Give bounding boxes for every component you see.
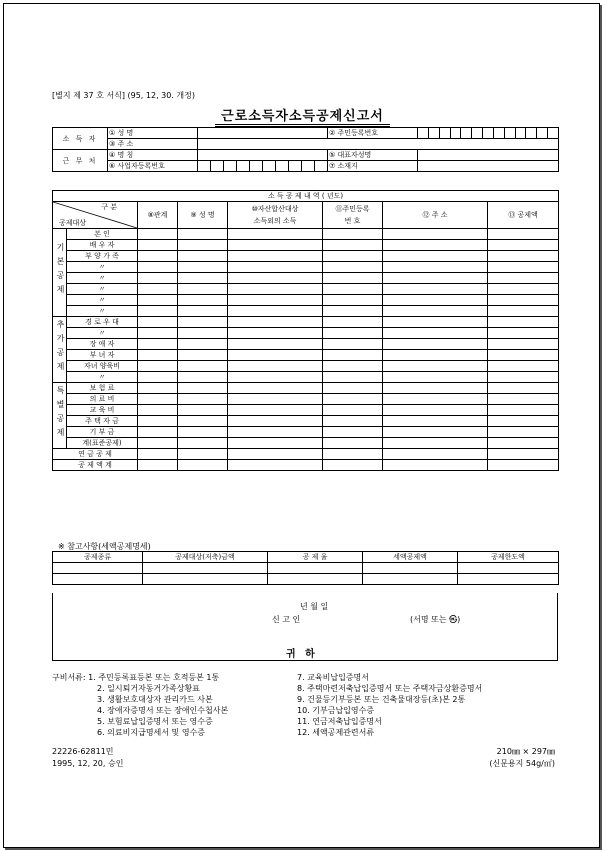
cell[interactable] <box>178 427 228 438</box>
deduction-caption: 소 득 공 제 내 역 ( 년도) <box>53 191 559 202</box>
cell[interactable] <box>488 317 559 328</box>
cell[interactable] <box>228 449 323 460</box>
cell[interactable] <box>138 262 178 273</box>
group-basic-label: 기본공제 <box>53 229 67 317</box>
document-item: 7. 교육비납입증명서 <box>297 673 369 682</box>
credit-col-header: 공제종류 <box>53 552 143 563</box>
header-corner-cell <box>53 202 138 229</box>
workplace-name-label: ④ 명 칭 <box>108 150 198 161</box>
required-documents-left <box>52 672 228 738</box>
cell[interactable] <box>383 405 488 416</box>
cell[interactable] <box>143 574 268 585</box>
workplace-location-field[interactable] <box>418 161 559 172</box>
cell[interactable] <box>178 438 228 449</box>
cell[interactable] <box>138 383 178 394</box>
documents-label: 구비서류: <box>52 673 86 682</box>
cell[interactable] <box>228 350 323 361</box>
cell[interactable] <box>323 394 383 405</box>
cell[interactable] <box>138 361 178 372</box>
cell[interactable] <box>178 405 228 416</box>
cell[interactable] <box>383 438 488 449</box>
cell[interactable] <box>138 416 178 427</box>
cell[interactable] <box>383 240 488 251</box>
cell[interactable] <box>228 306 323 317</box>
cell[interactable] <box>488 229 559 240</box>
cell[interactable] <box>488 405 559 416</box>
row-label: 교 육 비 <box>67 405 138 416</box>
workplace-bizno-field[interactable] <box>198 161 328 172</box>
cell[interactable] <box>488 328 559 339</box>
cell[interactable] <box>178 339 228 350</box>
cell[interactable] <box>178 273 228 284</box>
cell[interactable] <box>323 416 383 427</box>
cell[interactable] <box>383 361 488 372</box>
row-label: 〃 <box>67 273 138 284</box>
cell[interactable] <box>323 306 383 317</box>
row-label: 자녀 양육비 <box>67 361 138 372</box>
cell[interactable] <box>458 574 559 585</box>
cell[interactable] <box>138 449 178 460</box>
cell[interactable] <box>178 350 228 361</box>
cell[interactable] <box>228 394 323 405</box>
earner-workplace-table <box>52 127 559 172</box>
cell[interactable] <box>488 460 559 471</box>
row-label: 경 로 우 대 <box>67 317 138 328</box>
cell[interactable] <box>228 262 323 273</box>
earner-address-field[interactable] <box>198 139 559 150</box>
cell[interactable] <box>323 361 383 372</box>
credit-col-header: 공 제 율 <box>268 552 363 563</box>
row-label: 본 인 <box>67 229 138 240</box>
row-label: 계(표준공제) <box>67 438 138 449</box>
row-label: 〃 <box>67 262 138 273</box>
cell[interactable] <box>488 372 559 383</box>
row-label: 의 료 비 <box>67 394 138 405</box>
cell[interactable] <box>178 306 228 317</box>
cell[interactable] <box>323 328 383 339</box>
row-label: 주 택 자 금 <box>67 416 138 427</box>
cell[interactable] <box>323 350 383 361</box>
cell[interactable] <box>383 339 488 350</box>
paper-type: (신문용지 54g/㎡) <box>489 759 555 768</box>
cell[interactable] <box>138 339 178 350</box>
cell[interactable] <box>53 563 143 574</box>
cell[interactable] <box>138 284 178 295</box>
col-address-header: ⑫ 주 소 <box>383 202 488 229</box>
workplace-bizno-label: ⑥ 사업자등록번호 <box>108 161 198 172</box>
form-code: 22226-62811민 <box>52 747 114 756</box>
row-label: 〃 <box>67 284 138 295</box>
cell[interactable] <box>323 284 383 295</box>
col-name-header: ⑨ 성 명 <box>178 202 228 229</box>
cell[interactable] <box>138 229 178 240</box>
earner-address-label: ③ 주 소 <box>108 139 198 150</box>
cell[interactable] <box>178 449 228 460</box>
group-additional-label: 추가공제 <box>53 317 67 383</box>
cell[interactable] <box>138 306 178 317</box>
earner-name-field[interactable] <box>198 128 328 139</box>
document-item: 1. 주민등록표등본 또는 호적등본 1통 <box>88 673 220 682</box>
cell[interactable] <box>488 339 559 350</box>
cell[interactable] <box>383 460 488 471</box>
sign-or-seal: (서명 또는 ㉿) <box>410 615 461 624</box>
cell[interactable] <box>323 229 383 240</box>
cell[interactable] <box>178 383 228 394</box>
cell[interactable] <box>138 405 178 416</box>
cell[interactable] <box>383 416 488 427</box>
cell[interactable] <box>178 240 228 251</box>
cell[interactable] <box>488 394 559 405</box>
row-label: 〃 <box>67 306 138 317</box>
cell[interactable] <box>383 229 488 240</box>
cell[interactable] <box>138 328 178 339</box>
reference-note: ※ 참고사항(세액공제명세) <box>58 542 151 551</box>
cell[interactable] <box>458 563 559 574</box>
cell[interactable] <box>488 350 559 361</box>
cell[interactable] <box>323 460 383 471</box>
cell[interactable] <box>488 306 559 317</box>
document-item: 6. 의료비지급명세서 및 영수증 <box>97 728 205 737</box>
cell[interactable] <box>228 240 323 251</box>
cell[interactable] <box>178 295 228 306</box>
cell[interactable] <box>138 240 178 251</box>
cell[interactable] <box>228 460 323 471</box>
document-item: 11. 연금저축납입증명서 <box>297 717 382 726</box>
cell[interactable] <box>383 251 488 262</box>
workplace-rep-label: ⑤ 대표자성명 <box>328 150 418 161</box>
cell[interactable] <box>383 372 488 383</box>
cell[interactable] <box>138 394 178 405</box>
cell[interactable] <box>383 328 488 339</box>
cell[interactable] <box>323 427 383 438</box>
cell[interactable] <box>228 372 323 383</box>
cell[interactable] <box>323 438 383 449</box>
cell[interactable] <box>268 563 363 574</box>
cell[interactable] <box>323 240 383 251</box>
row-label: 부 양 가 족 <box>67 251 138 262</box>
workplace-location-label: ⑦ 소재지 <box>328 161 418 172</box>
row-label: 부 녀 자 <box>67 350 138 361</box>
cell[interactable] <box>138 251 178 262</box>
cell[interactable] <box>53 574 143 585</box>
row-label: 기 부 금 <box>67 427 138 438</box>
row-label: 〃 <box>67 372 138 383</box>
cell[interactable] <box>138 427 178 438</box>
cell[interactable] <box>228 273 323 284</box>
cell[interactable] <box>488 262 559 273</box>
document-item: 3. 생활보호대상자 관리카드 사본 <box>97 695 213 704</box>
row-label: 〃 <box>67 295 138 306</box>
corner-top-label: 구 분 <box>101 203 117 211</box>
cell[interactable] <box>488 273 559 284</box>
cell[interactable] <box>323 405 383 416</box>
cell[interactable] <box>178 328 228 339</box>
cell[interactable] <box>228 317 323 328</box>
cell[interactable] <box>228 251 323 262</box>
cell[interactable] <box>383 273 488 284</box>
workplace-section-label: 근 무 처 <box>53 150 108 172</box>
deduction-details-table <box>52 190 559 471</box>
document-item: 10. 기부금납입영수증 <box>297 706 375 715</box>
row-pension-label: 연 금 공 제 <box>53 449 138 460</box>
cell[interactable] <box>363 574 458 585</box>
row-label: 배 우 자 <box>67 240 138 251</box>
cell[interactable] <box>178 284 228 295</box>
cell[interactable] <box>178 460 228 471</box>
cell[interactable] <box>178 394 228 405</box>
cell[interactable] <box>138 295 178 306</box>
cell[interactable] <box>488 427 559 438</box>
row-label: 장 애 자 <box>67 339 138 350</box>
cell[interactable] <box>363 563 458 574</box>
earner-section-label: 소 득 자 <box>53 128 108 150</box>
row-credit-total-label: 공 제 액 계 <box>53 460 138 471</box>
cell[interactable] <box>138 460 178 471</box>
cell[interactable] <box>323 273 383 284</box>
cell[interactable] <box>383 295 488 306</box>
cell[interactable] <box>228 383 323 394</box>
cell[interactable] <box>488 449 559 460</box>
corner-bottom-label: 공제대상 <box>59 219 87 227</box>
form-header-note: [별지 제 37 호 서식] (95, 12, 30. 개정) <box>52 91 195 100</box>
row-label: 〃 <box>67 328 138 339</box>
document-item: 8. 주택마련저축납입증명서 또는 주택자금상환증명서 <box>297 684 483 693</box>
earner-id-field[interactable] <box>418 128 559 139</box>
document-item: 2. 일시퇴거자동거가족상황표 <box>97 684 200 693</box>
cell[interactable] <box>323 449 383 460</box>
cell[interactable] <box>228 229 323 240</box>
document-item: 12. 세액공제관련서류 <box>297 728 375 737</box>
cell[interactable] <box>228 361 323 372</box>
col-relation-header: ⑧관계 <box>138 202 178 229</box>
tax-credit-table <box>52 551 559 585</box>
cell[interactable] <box>488 416 559 427</box>
workplace-name-field[interactable] <box>198 150 328 161</box>
cell[interactable] <box>323 317 383 328</box>
cell[interactable] <box>323 251 383 262</box>
earner-id-label: ② 주민등록번호 <box>328 128 418 139</box>
cell[interactable] <box>383 383 488 394</box>
cell[interactable] <box>383 427 488 438</box>
credit-col-header: 공제대상(저축)금액 <box>143 552 268 563</box>
cell[interactable] <box>383 317 488 328</box>
cell[interactable] <box>323 383 383 394</box>
signature-date[interactable]: 년 월 일 <box>300 602 329 611</box>
cell[interactable] <box>488 295 559 306</box>
cell[interactable] <box>323 262 383 273</box>
cell[interactable] <box>383 306 488 317</box>
cell[interactable] <box>228 339 323 350</box>
col-idno-header: ⑪주민등록 번 호 <box>323 202 383 229</box>
document-item: 4. 장애자증명서 또는 장애인수첩사본 <box>97 706 229 715</box>
cell[interactable] <box>143 563 268 574</box>
cell[interactable] <box>178 361 228 372</box>
paper-size: 210㎜ × 297㎜ <box>496 747 555 756</box>
form-title: 근로소득자소득공제신고서 <box>0 105 605 124</box>
cell[interactable] <box>323 339 383 350</box>
cell[interactable] <box>323 295 383 306</box>
cell[interactable] <box>268 574 363 585</box>
cell[interactable] <box>488 361 559 372</box>
credit-col-header: 세액공제액 <box>363 552 458 563</box>
cell[interactable] <box>228 416 323 427</box>
cell[interactable] <box>383 394 488 405</box>
col-amount-header: ⑬ 공제액 <box>488 202 559 229</box>
cell[interactable] <box>228 328 323 339</box>
cell[interactable] <box>383 449 488 460</box>
cell[interactable] <box>488 438 559 449</box>
earner-name-label: ① 성 명 <box>108 128 198 139</box>
document-item: 5. 보험료납입증명서 또는 영수증 <box>97 717 213 726</box>
cell[interactable] <box>383 350 488 361</box>
cell[interactable] <box>228 438 323 449</box>
cell[interactable] <box>228 405 323 416</box>
addressee: 귀 하 <box>286 649 318 660</box>
cell[interactable] <box>228 427 323 438</box>
cell[interactable] <box>138 350 178 361</box>
cell[interactable] <box>178 229 228 240</box>
approval-date: 1995, 12, 20, 승인 <box>52 759 124 768</box>
document-item: 9. 건물등기부등본 또는 건축물대장등(초)본 2통 <box>297 695 466 704</box>
cell[interactable] <box>228 284 323 295</box>
cell[interactable] <box>178 262 228 273</box>
cell[interactable] <box>383 284 488 295</box>
cell[interactable] <box>488 251 559 262</box>
credit-col-header: 공제한도액 <box>458 552 559 563</box>
cell[interactable] <box>138 317 178 328</box>
cell[interactable] <box>138 438 178 449</box>
cell[interactable] <box>383 262 488 273</box>
workplace-rep-field[interactable] <box>418 150 559 161</box>
group-special-label: 특별공제 <box>53 383 67 449</box>
declarant-label: 신 고 인 <box>272 615 301 624</box>
cell[interactable] <box>178 317 228 328</box>
row-label: 보 험 료 <box>67 383 138 394</box>
col-income-header: ⑩자산합산대상 소득외의 소득 <box>228 202 323 229</box>
cell[interactable] <box>488 240 559 251</box>
cell[interactable] <box>178 372 228 383</box>
required-documents-right <box>297 672 482 738</box>
cell[interactable] <box>178 416 228 427</box>
cell[interactable] <box>488 284 559 295</box>
cell[interactable] <box>138 372 178 383</box>
cell[interactable] <box>323 372 383 383</box>
cell[interactable] <box>488 383 559 394</box>
cell[interactable] <box>228 295 323 306</box>
cell[interactable] <box>138 273 178 284</box>
cell[interactable] <box>178 251 228 262</box>
